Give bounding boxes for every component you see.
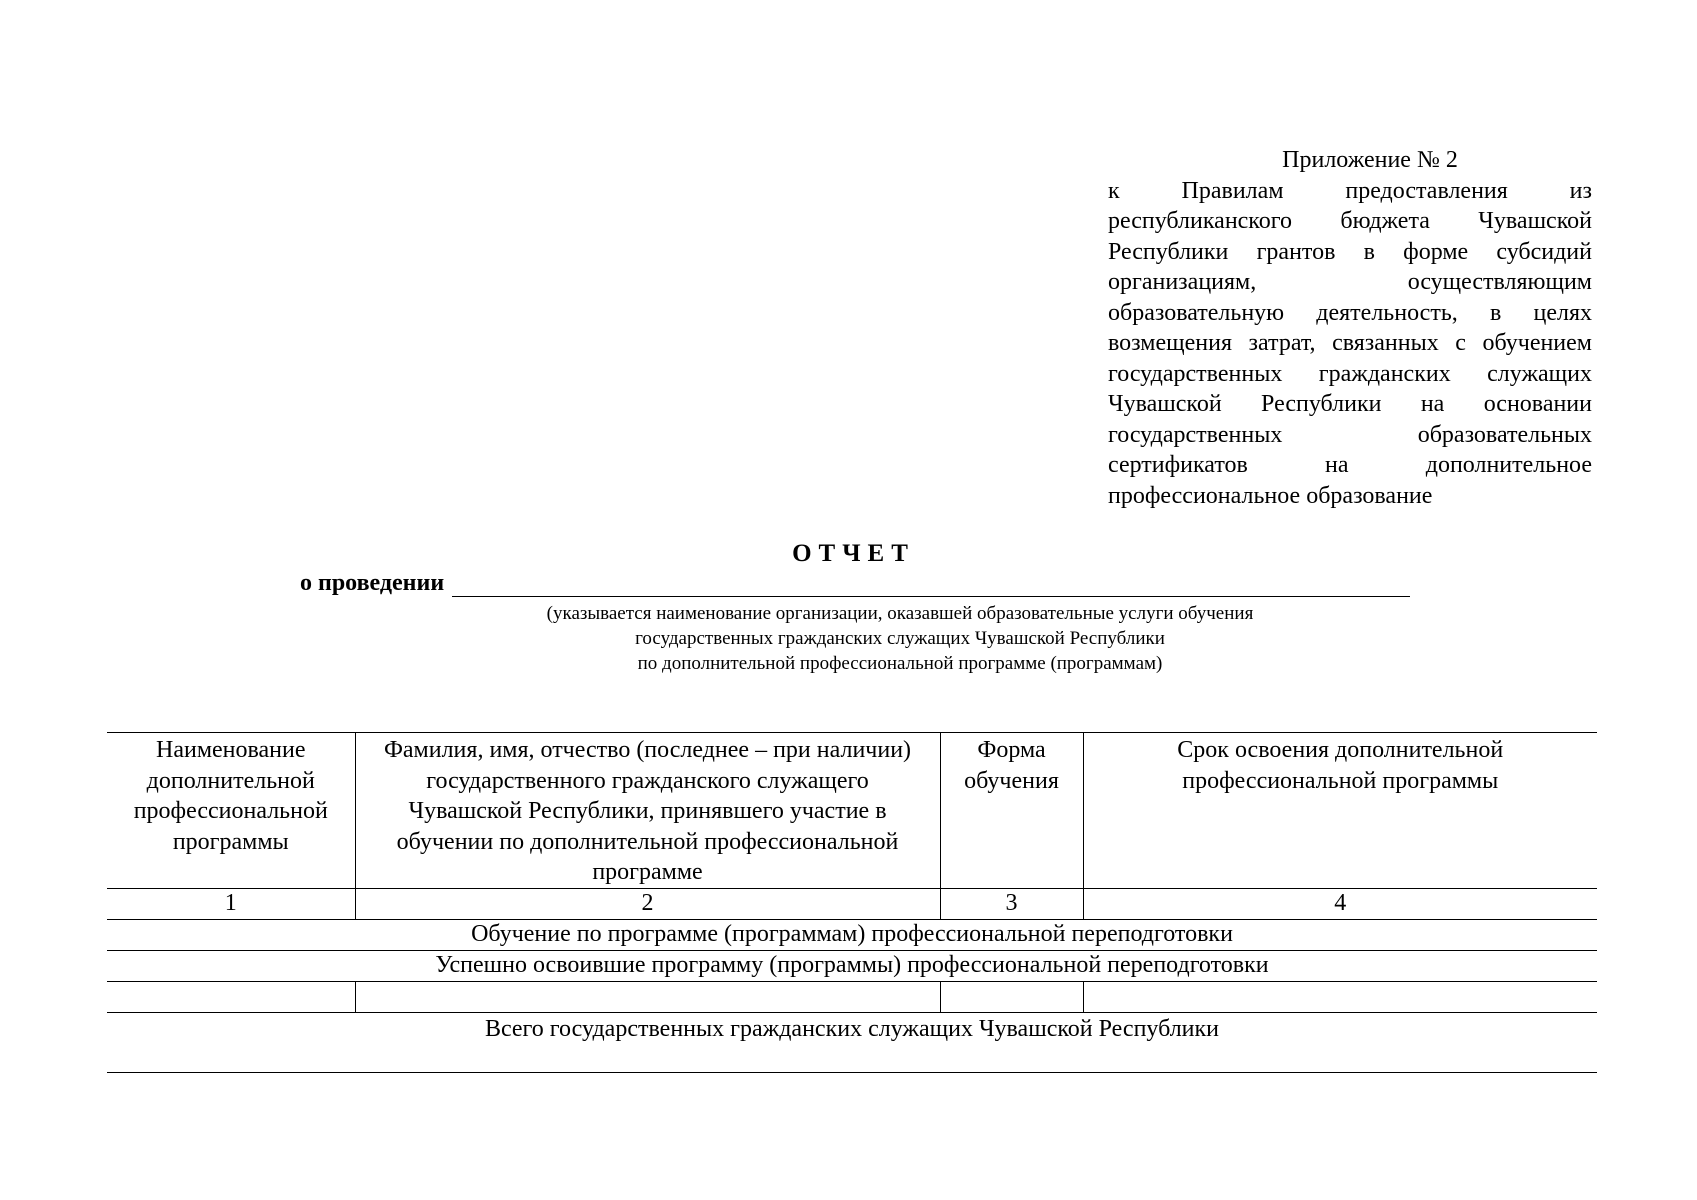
column-number: 2 — [355, 888, 940, 919]
column-number: 3 — [940, 888, 1083, 919]
header-duration: Срок освоения дополнительной профессиональной программы — [1083, 733, 1597, 889]
conduct-label: о проведении — [300, 570, 445, 596]
table-header-row — [107, 733, 1597, 889]
total-row — [107, 1012, 1597, 1072]
hint-line: (указывается наименование организации, оказавшей образовательные услуги обучения — [546, 603, 1254, 624]
hint-line: государственных гражданских служащих Чувашской Республики — [635, 628, 1165, 649]
blank-cell[interactable] — [355, 981, 940, 1012]
header-study-form: Форма обучения — [940, 733, 1083, 889]
column-number-row — [107, 888, 1597, 919]
blank-cell[interactable] — [1083, 981, 1597, 1012]
header-program-name: Наименование дополнительной профессиональной программы — [107, 733, 355, 889]
section-completed-label: Успешно освоившие программу (программы) профессиональной переподготовки — [107, 950, 1597, 981]
section-training-row — [107, 919, 1597, 950]
report-table — [107, 732, 1597, 1073]
appendix-title: Приложение № 2 — [1282, 147, 1458, 173]
report-title: ОТЧЕТ — [792, 540, 915, 567]
field-hint — [450, 601, 1350, 676]
section-training-label: Обучение по программе (программам) профессиональной переподготовки — [107, 919, 1597, 950]
total-label: Всего государственных гражданских служащих Чувашской Республики — [107, 1012, 1597, 1072]
column-number: 4 — [1083, 888, 1597, 919]
blank-cell[interactable] — [940, 981, 1083, 1012]
organization-name-field[interactable] — [452, 570, 1410, 597]
column-number: 1 — [107, 888, 355, 919]
appendix-body: к Правилам предоставления из республиканского бюджета Чувашской Республики грантов в форме субсидий организациям, осуществляющим образовательную деятельность, в целях возмещения затрат, связанных с обучением государственных гражданских служащих Чувашской Республики на основании государственных образовательных сертификатов на дополнительное профессиональное образование — [1108, 177, 1592, 509]
table-row — [107, 981, 1597, 1012]
blank-cell[interactable] — [107, 981, 355, 1012]
appendix-block — [1108, 145, 1592, 511]
header-full-name: Фамилия, имя, отчество (последнее – при наличии) государственного гражданского служащего Чувашской Республики, принявшего участие в обучении по дополнительной профессиональной программе — [355, 733, 940, 889]
section-completed-row — [107, 950, 1597, 981]
conduct-line — [300, 570, 1410, 597]
hint-line: по дополнительной профессиональной программе (программам) — [637, 653, 1163, 674]
